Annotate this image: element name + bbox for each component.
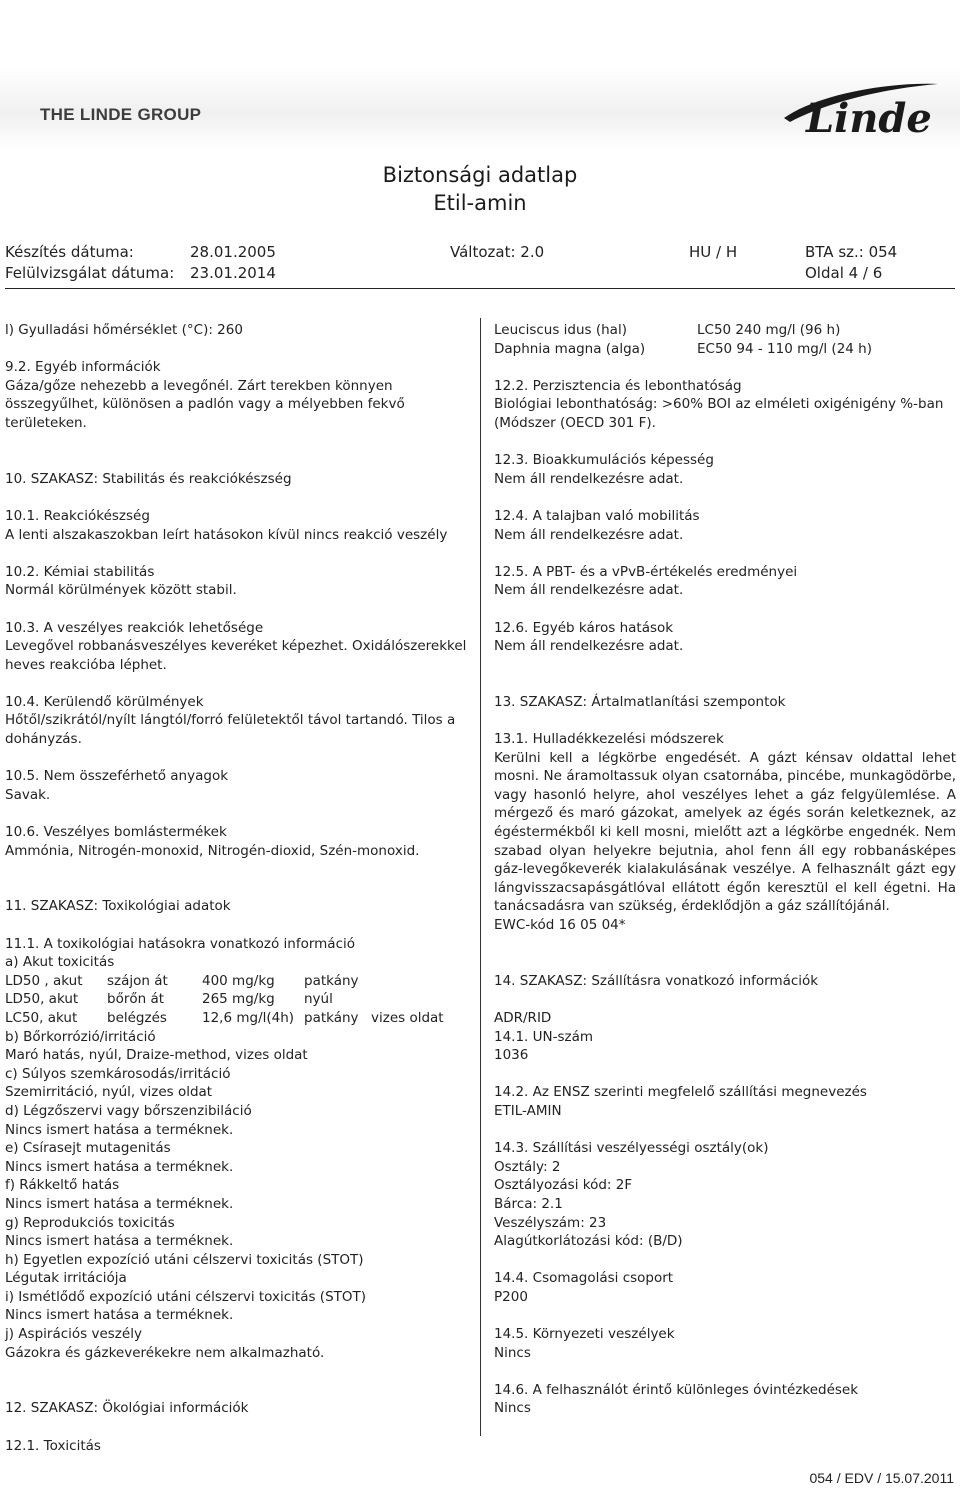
eye-damage-title: c) Súlyos szemkárosodás/irritáció [5,1065,231,1082]
left-column [5,321,467,1455]
section-14-1-title: 14.1. UN-szám [494,1028,594,1045]
header-rule [5,288,955,289]
section-14-title: 14. SZAKASZ: Szállításra vonatkozó információk [494,972,819,989]
class-line: Alagútkorlátozási kód: (B/D) [494,1233,683,1250]
stot-repeated-text: Nincs ismert hatása a terméknek. [5,1307,234,1324]
reproductive-title: g) Reprodukciós toxicitás [5,1214,175,1231]
reproductive-text: Nincs ismert hatása a terméknek. [5,1233,234,1250]
linde-logo [778,74,943,144]
section-10-1-text: A lenti alszakaszokban leírt hatásokon kívül nincs reakció veszély [5,526,448,543]
adr-rid: ADR/RID [494,1009,552,1026]
section-12-3-title: 12.3. Bioakkumulációs képesség [494,452,714,469]
section-12-4-title: 12.4. A talajban való mobilitás [494,507,700,524]
bta-number: BTA sz.: 054 [805,243,898,261]
linde-logo-text: Linde [806,95,932,142]
sensitisation-title: d) Légzőszervi vagy bőrszenzibiláció [5,1102,252,1119]
section-12-5-text: Nem áll rendelkezésre adat. [494,582,684,599]
skin-corrosion-title: b) Bőrkorrózió/irritáció [5,1028,156,1045]
region: HU / H [689,243,738,261]
sensitisation-text: Nincs ismert hatása a terméknek. [5,1121,234,1138]
skin-corrosion-text: Maró hatás, nyúl, Draize-method, vizes oldat [5,1047,308,1064]
section-12-6-title: 12.6. Egyéb káros hatások [494,619,674,636]
autoignition-temp: l) Gyulladási hőmérséklet (°C): 260 [5,322,243,338]
section-10-2-title: 10.2. Kémiai stabilitás [5,563,155,580]
section-10-6-text: Ammónia, Nitrogén-monoxid, Nitrogén-dioxid, Szén-monoxid. [5,842,420,859]
document-subtitle: Etil-amin [433,191,527,215]
class-line: Veszélyszám: 23 [494,1214,607,1231]
section-14-6-title: 14.6. A felhasználót érintő különleges óvintézkedések [494,1381,859,1398]
tox-row: LD50, akut bőrőn át 265 mg/kg nyúl [5,991,333,1008]
section-14-1-text: 1036 [494,1047,529,1064]
group-name: THE LINDE GROUP [40,105,202,124]
acute-toxicity-title: a) Akut toxicitás [5,954,115,971]
section-12-2-title: 12.2. Perzisztencia és lebonthatóság [494,377,742,394]
section-10-5-title: 10.5. Nem összeférhető anyagok [5,768,229,785]
section-11-1-title: 11.1. A toxikológiai hatásokra vonatkozó információ [5,935,355,952]
section-12-title: 12. SZAKASZ: Ökológiai információk [5,1400,249,1417]
tox-row: LC50, akut belégzés 12,6 mg/l(4h) patkány vizes oldat [5,1009,444,1026]
section-10-4-text: Hőtől/szikrától/nyílt lángtól/forró felületektől távol tartandó. Tilos a dohányzás. [5,712,456,748]
page-number: Oldal 4 / 6 [805,264,883,282]
section-10-5-text: Savak. [5,786,51,803]
section-10-title: 10. SZAKASZ: Stabilitás és reakciókészség [5,470,292,487]
aspiration-text: Gázokra és gázkeverékekre nem alkalmazható. [5,1344,325,1361]
section-11-title: 11. SZAKASZ: Toxikológiai adatok [5,898,231,915]
section-12-6-text: Nem áll rendelkezésre adat. [494,638,684,655]
section-14-4-title: 14.4. Csomagolási csoport [494,1270,674,1287]
created-label: Készítés dátuma: [5,243,134,261]
section-14-5-title: 14.5. Környezeti veszélyek [494,1326,675,1343]
section-9-2-title: 9.2. Egyéb információk [5,359,161,376]
section-9-2-text: Gáza/gőze nehezebb a levegőnél. Zárt terekben könnyen összegyűlhet, különösen a padlón vagy a mélyebben fekvő területeken. [5,377,405,431]
section-14-5-text: Nincs [494,1344,531,1361]
eye-damage-text: Szemirritáció, nyúl, vizes oldat [5,1084,213,1101]
section-10-2-text: Normál körülmények között stabil. [5,582,237,599]
section-12-3-text: Nem áll rendelkezésre adat. [494,470,684,487]
class-line: Osztályozási kód: 2F [494,1177,633,1194]
section-10-6-title: 10.6. Veszélyes bomlástermékek [5,824,227,841]
version: Változat: 2.0 [450,243,545,261]
column-divider [480,318,481,1436]
section-13-1-text: Kerülni kell a légkörbe engedését. A gázt kénsav oldattal lehet mosni. Ne áramoltassuk olyan csatornába, pincébe, munkagödörbe, vagy hasonló helyre, ahol veszélyes lehet a gáz felgyülemlése. A mérgező és maró gázokat, amelyek az égés során keletkeznek, az égéstermékből ki kell mosni, mielőtt azt a légkörbe engednék. Nem szabad olyan helyekre bejutnia, ahol fenn áll egy robbanásképes gáz-levegőkeverék kialakulásának veszélye. A felhasznált gázt egy lángvisszacsapásgátlóval ellátott égőn keresztül el kell égetni. Ha tanácsadásra van szükség, érdeklődjön a gáz szállítójánál. [494,749,956,915]
eco-row: Daphnia magna (alga) EC50 94 - 110 mg/l (24 h) [494,340,872,357]
section-14-2-title: 14.2. Az ENSZ szerinti megfelelő szállítási megnevezés [494,1084,867,1101]
section-12-2-text: Biológiai lebonthatóság: >60% BOI az elméleti oxigénigény %-ban (Módszer (OECD 301 F). [494,396,944,431]
stot-repeated-title: i) Ismétlődő expozíció utáni célszervi toxicitás (STOT) [5,1288,367,1305]
carcinogenicity-text: Nincs ismert hatása a terméknek. [5,1195,234,1212]
mutagenicity-title: e) Csírasejt mutagenitás [5,1140,171,1157]
section-12-4-text: Nem áll rendelkezésre adat. [494,526,684,543]
right-column [494,321,956,1418]
class-line: Bárca: 2.1 [494,1195,563,1212]
section-14-3-title: 14.3. Szállítási veszélyességi osztály(ok) [494,1140,769,1157]
revised-label: Felülvizsgálat dátuma: [5,264,175,282]
section-10-4-title: 10.4. Kerülendő körülmények [5,693,204,710]
section-13-title: 13. SZAKASZ: Ártalmatlanítási szempontok [494,693,786,710]
aspiration-title: j) Aspirációs veszély [5,1326,142,1343]
class-line: Osztály: 2 [494,1158,561,1175]
footer-code: 054 / EDV / 15.07.2011 [809,1470,954,1486]
mutagenicity-text: Nincs ismert hatása a terméknek. [5,1158,234,1175]
section-12-1-title: 12.1. Toxicitás [5,1437,101,1454]
carcinogenicity-title: f) Rákkeltő hatás [5,1177,120,1194]
stot-single-text: Légutak irritációja [5,1270,127,1287]
eco-row: Leuciscus idus (hal) LC50 240 mg/l (96 h) [494,322,841,338]
created-value: 28.01.2005 [190,243,276,261]
section-14-4-text: P200 [494,1288,528,1305]
section-13-1-title: 13.1. Hulladékkezelési módszerek [494,731,724,748]
ewc-code: EWC-kód 16 05 04* [494,917,626,933]
document-title: Biztonsági adatlap [382,163,578,187]
section-10-3-text: Levegővel robbanásveszélyes keveréket képezhet. Oxidálószerekkel heves reakcióba léphet. [5,638,467,673]
tox-row: LD50 , akut szájon át 400 mg/kg patkány [5,972,359,989]
section-12-5-title: 12.5. A PBT- és a vPvB-értékelés eredményei [494,563,798,580]
section-10-1-title: 10.1. Reakciókészség [5,507,150,524]
section-14-2-text: ETIL-AMIN [494,1102,562,1119]
section-14-6-text: Nincs [494,1400,531,1417]
section-10-3-title: 10.3. A veszélyes reakciók lehetősége [5,619,264,636]
revised-value: 23.01.2014 [190,264,276,282]
stot-single-title: h) Egyetlen expozíció utáni célszervi toxicitás (STOT) [5,1251,364,1268]
